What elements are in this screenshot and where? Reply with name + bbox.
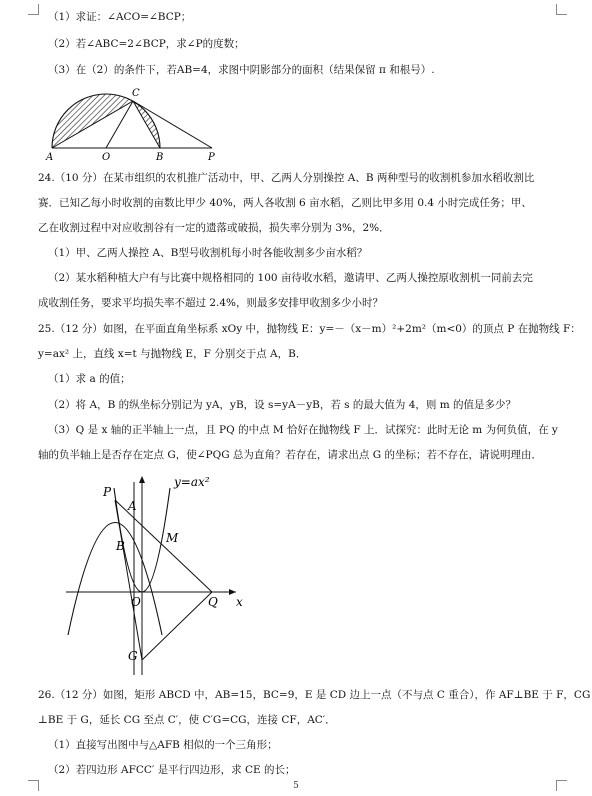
label-a: A [128, 499, 137, 513]
text-line: （1）求证：∠ACO=∠BCP； [48, 11, 192, 23]
text-line: （1）直接写出图中与△AFB 相似的一个三角形； [48, 739, 278, 751]
text-line: 成收割任务，要求平均损失率不超过 2.4%，则最多安排甲收割多少小时？ [38, 297, 384, 309]
text-line: 26.（12 分）如图，矩形 ABCD 中，AB=15，BC=9，E 是 CD 边上一点（不与点 C 重合），作 AF⊥BE 于 F，CG [38, 689, 591, 701]
text-line: y=ax² 上，直线 x=t 与抛物线 E，F 分别交于点 A，B． [38, 348, 307, 360]
text-line: （3）Q 是 x 轴的正半轴上一点，且 PQ 的中点 M 恰好在抛物线 F 上．试探究：此时无论 m 为何负值，在 y [48, 424, 558, 436]
text-line: （1）甲、乙两人操控 A、B型号收割机每小时各能收割多少亩水稻？ [48, 247, 368, 259]
label-o: O [131, 595, 141, 609]
label-a: A [46, 152, 54, 163]
label-x: x [236, 595, 243, 609]
text-line: （2）将 A，B 的纵坐标分别记为 yA，yB，设 s=yA－yB，若 s 的最大值为 4，则 m 的值是多少？ [48, 399, 517, 411]
text-line: （2）某水稻种植大户有与比赛中规格相同的 100 亩待收水稻，邀请甲、乙两人操控原收割机一同前去完 [48, 272, 533, 284]
label-p: P [208, 152, 215, 163]
text-line: （2）若∠ABC=2∠BCP，求∠P的度数； [48, 38, 245, 50]
text-line: （1）求 a 的值； [48, 373, 131, 385]
label-c: C [132, 88, 140, 99]
label-b: B [156, 152, 164, 163]
segment-qg [142, 592, 212, 660]
parabola-e [68, 523, 162, 636]
label-curve: y=ax² [174, 475, 210, 489]
label-b: B [116, 539, 125, 553]
chord-cb [133, 101, 160, 148]
text-line: 25.（12 分）如图，在平面直角坐标系 xOy 中，抛物线 E：y=－（x－m）²+2m²（m<0）的顶点 P 在抛物线 F： [38, 323, 581, 335]
label-q: Q [208, 595, 218, 609]
label-m: M [166, 531, 179, 545]
tangent-cp [133, 101, 212, 148]
text-line: （2）若四边形 AFCC′ 是平行四边形，求 CE 的长； [48, 764, 296, 776]
segment-pq [115, 500, 212, 592]
figure-parabolas [48, 470, 258, 680]
shaded-segment-left [52, 94, 133, 148]
text-line: 赛．已知乙每小时收割的亩数比甲少 40%，两人各收割 6 亩水稻，乙则比甲多用 0.4 小时完成任务；甲、 [38, 197, 532, 209]
label-o: O [102, 152, 111, 163]
page-number: 5 [293, 781, 299, 791]
text-line: （3）在（2）的条件下，若AB=4，求图中阴影部分的面积（结果保留 π 和根号）. [48, 64, 435, 76]
figure-semicircle-tangent [40, 80, 230, 164]
text-line: 轴的负半轴上是否存在定点 G，使∠PQG 总为直角？若存在，请求出点 G 的坐标；若不存在，请说明理由． [38, 449, 542, 461]
text-line: ⊥BE 于 G，延长 CG 至点 C′，使 C′G=CG，连接 CF，AC′． [38, 714, 336, 726]
label-g: G [128, 649, 138, 663]
y-axis-arrow [139, 476, 145, 483]
x-axis-arrow [229, 589, 236, 595]
corner-mark-top-right [556, 4, 567, 15]
label-p: P [103, 485, 112, 499]
text-line: 24.（10 分）在某市组织的农机推广活动中，甲、乙两人分别操控 A、B 两种型号的收割机参加水稻收割比 [38, 172, 535, 184]
segment-pg [115, 500, 142, 660]
text-line: 乙在收割过程中对应收割谷有一定的遗落或破损，损失率分别为 3%，2%． [38, 222, 390, 234]
corner-mark-top-left [28, 4, 39, 15]
